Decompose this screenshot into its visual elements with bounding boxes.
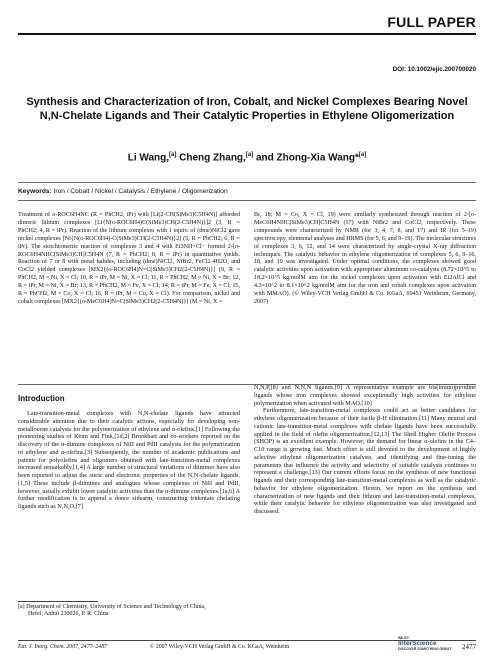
body-right-column — [254, 384, 476, 516]
author-affiliation-mark: [a] — [169, 152, 177, 158]
keywords-label: Keywords: — [18, 188, 52, 195]
footnote — [18, 604, 218, 619]
journal-citation: Eur. J. Inorg. Chem. 2007, 2477–2487 — [18, 644, 107, 650]
author-list — [0, 152, 494, 163]
abstract-right-column: Br, 18; M = Co, X = Cl, 19) were similarly synthesized through reaction of 2-[o-MeC6H4NHC(SiMe3)CH]C5H4N (17) with NiBr2 and CoCl2, respectively. These compounds were characterized by NMR (for 3, 4, 7, 8, and 17) and IR (for 5–19) spectroscopy, elemental analyses and HRMS (for 5, 6, and 9–19). The molecular structures of complexes 3, 6, 12, and 14 were characterized by single-crystal X-ray diffraction techniques. The catalytic behavior in ethylene oligomerization of complexes 5, 6, 9–16, 18, and 19 was investigated. Under optimal conditions, the complexes showed good catalytic activities upon activation with appropriate aluminum co-catalysts (8.72×10^5 to 18.2×10^5 kg/molM atm for the nickel complexes upon activation with Et2AlCl and 4.3×10^2 to 8.1×10^2 kg/molM atm for the iron and cobalt complexes upon activation with MMAO). (© Wiley-VCH Verlag GmbH & Co. KGaA, 69451 Weinheim, Germany, 2007) — [254, 212, 476, 305]
footnote-rule — [18, 601, 98, 602]
body-paragraph: Late-transition-metal complexes with N,N-chelate ligands have attracted considerable attention due to their catalytic actions, especially for developing non-metallocene catalysts for the polymerization of ethylene and α-olefins.[1] Following the pioneering studies of Keim and Fink,[1d,2] Brookhart and co-workers reported on the discovery of the α-diimine complexes of NiII and PdII catalysts for the polymerization of ethylene and α-olefins.[3] Subsequently, the number of academic publications and patents for polyolefins and oligomers obtained with late-transition-metal complexes increased remarkably.[1,4] A large number of structural variations of diimines have also been reported to adjust the steric and electronic properties of the N,N-chelate ligands.[1,5] These include β-diimines and analogues whose complexes of NiII and PdII, however, usually exhibit lower catalytic activities than the α-diimine complexes.[1a,6] A further modification is to append a donor sidearm, constructing tridentate chelating ligands such as N,N,O,[7] — [18, 410, 240, 510]
interscience-logo — [398, 636, 454, 652]
header-rule — [18, 33, 476, 35]
footnote-line: Hefei, Anhui 230026, P. R. China — [28, 611, 109, 618]
footnote-label: [a] — [18, 604, 25, 610]
keywords-bar — [18, 182, 476, 201]
author-name: Li Wang, — [127, 152, 170, 164]
body-left-column — [18, 410, 240, 511]
keywords-text: Iron / Cobalt / Nickel / Catalysis / Ethylene / Oligomerization — [53, 188, 228, 195]
author-affiliation-mark: [a] — [358, 152, 367, 158]
body-paragraph: N,N,P,[8] and N,N,N ligands.[9] A representative example are bis(imino)pyridine ligands whose iron complexes showed exceptionally high activities for ethylene polymerization when activated with MAO.[10] — [254, 384, 476, 407]
logo-sub-text: DISCOVER SOMETHING GREAT — [398, 647, 452, 651]
author-name: Cheng Zhang, — [179, 152, 246, 164]
body-paragraph: Furthermore, late-transition-metal complexes could act as better candidates for ethylene oligomerization because of their facile β-H elimination.[11] Many neutral and cationic late-transition-metal complexes with chelate ligands have been successfully applied in the field of olefin oligomerization.[12,13] The Shell Higher Olefin Process (SHOP) is an excellent example. However, the demand for linear α-olefins in the C4–C10 range is growing fast. Much effort is still devoted to the development of highly selective ethylene oligomerization catalysts, and identifying and fine-tuning the parameters that influence the activity and selectivity of suitable catalysts continues to represent a challenge.[13] Our current efforts focus on the synthesis of new functional ligands and their corresponding late-transition-metal complexes as well as the catalytic behavior for ethylene oligomerization. Herein, we report on the synthesis and characterization of new ligands and their lithium and late-transition-metal complexes, while their catalytic behavior for ethylene oligomerization was also investigated and discussed. — [254, 407, 476, 515]
section-label: FULL PAPER — [387, 14, 476, 30]
footnote-line: Department of Chemistry, University of Science and Technology of China, — [26, 604, 206, 610]
article-title: Synthesis and Characterization of Iron, Cobalt, and Nickel Complexes Bearing Novel N,N-Chelate Ligands and Their Catalytic Properties in Ethylene Oligomerization — [26, 96, 468, 122]
author-affiliation-mark: [a] — [245, 152, 254, 158]
doi-label: DOI: 10.1002/ejic.200700020 — [392, 66, 476, 73]
abstract-left-column: Treatment of o-ROC6H4NC (R = PhCH2, iPr) with [Li(2-CH(SiMe3)C5H4N)] afforded dimeric lithium complexes [Li{N(o-ROC6H4)C(SiMe3)CH(2-C5H4N)}]2 (3, R = PhCH2; 4, R = iPr). Reaction of the lithium complexes with 1 equiv. of (dme)NiCl2 gave nickel complexes [Ni{N(o-ROC6H4)-C(SiMe3)CH(2-C5H4N)}2] (5, R = PhCH2; 6, R = iPr). The stoichiometric reaction of complexes 3 and 4 with Et3NH+Cl− formed 2-[o-ROC6H4NHC(SiMe3)CH]C5H4N (7, R = PhCH2; 8, R = iPr) in quantitative yields. Reaction of 7 or 8 with metal halides, including (dme)NiCl2, NiBr2, FeCl2·4H2O, and CoCl2 yielded complexes [MX2{(o-ROC6H4)N=C(SiMe3)CH2(2-C5H4N)}] (9, R = PhCH2, M = Ni, X = Cl; 10, R = iPr, M = Ni, X = Cl; 11, R = PhCH2, M = Ni, X = Br; 12, R = iPr, M = Ni, X = Br; 13, R = PhCH2, M = Fe, X = Cl; 14, R = iPr, M = Fe, X = Cl; 15, R = PhCH2, M = Co, X = Cl; 16, R = iPr, M = Co, X = Cl). For comparison, nickel and cobalt complexes [MX2{(o-MeC6H4)N=C(SiMe3)CH2(2-C5H4N)}] (M = Ni, X = — [18, 212, 240, 305]
author-name: and Zhong-Xia Wang* — [255, 152, 359, 164]
page-number: 2477 — [462, 643, 476, 651]
logo-top-text: WILEY — [398, 636, 410, 640]
logo-main-text: InterScience — [398, 640, 437, 647]
copyright-line: © 2007 Wiley-VCH Verlag GmbH & Co. KGaA, Weinheim — [150, 644, 290, 650]
introduction-heading: Introduction — [18, 394, 65, 403]
